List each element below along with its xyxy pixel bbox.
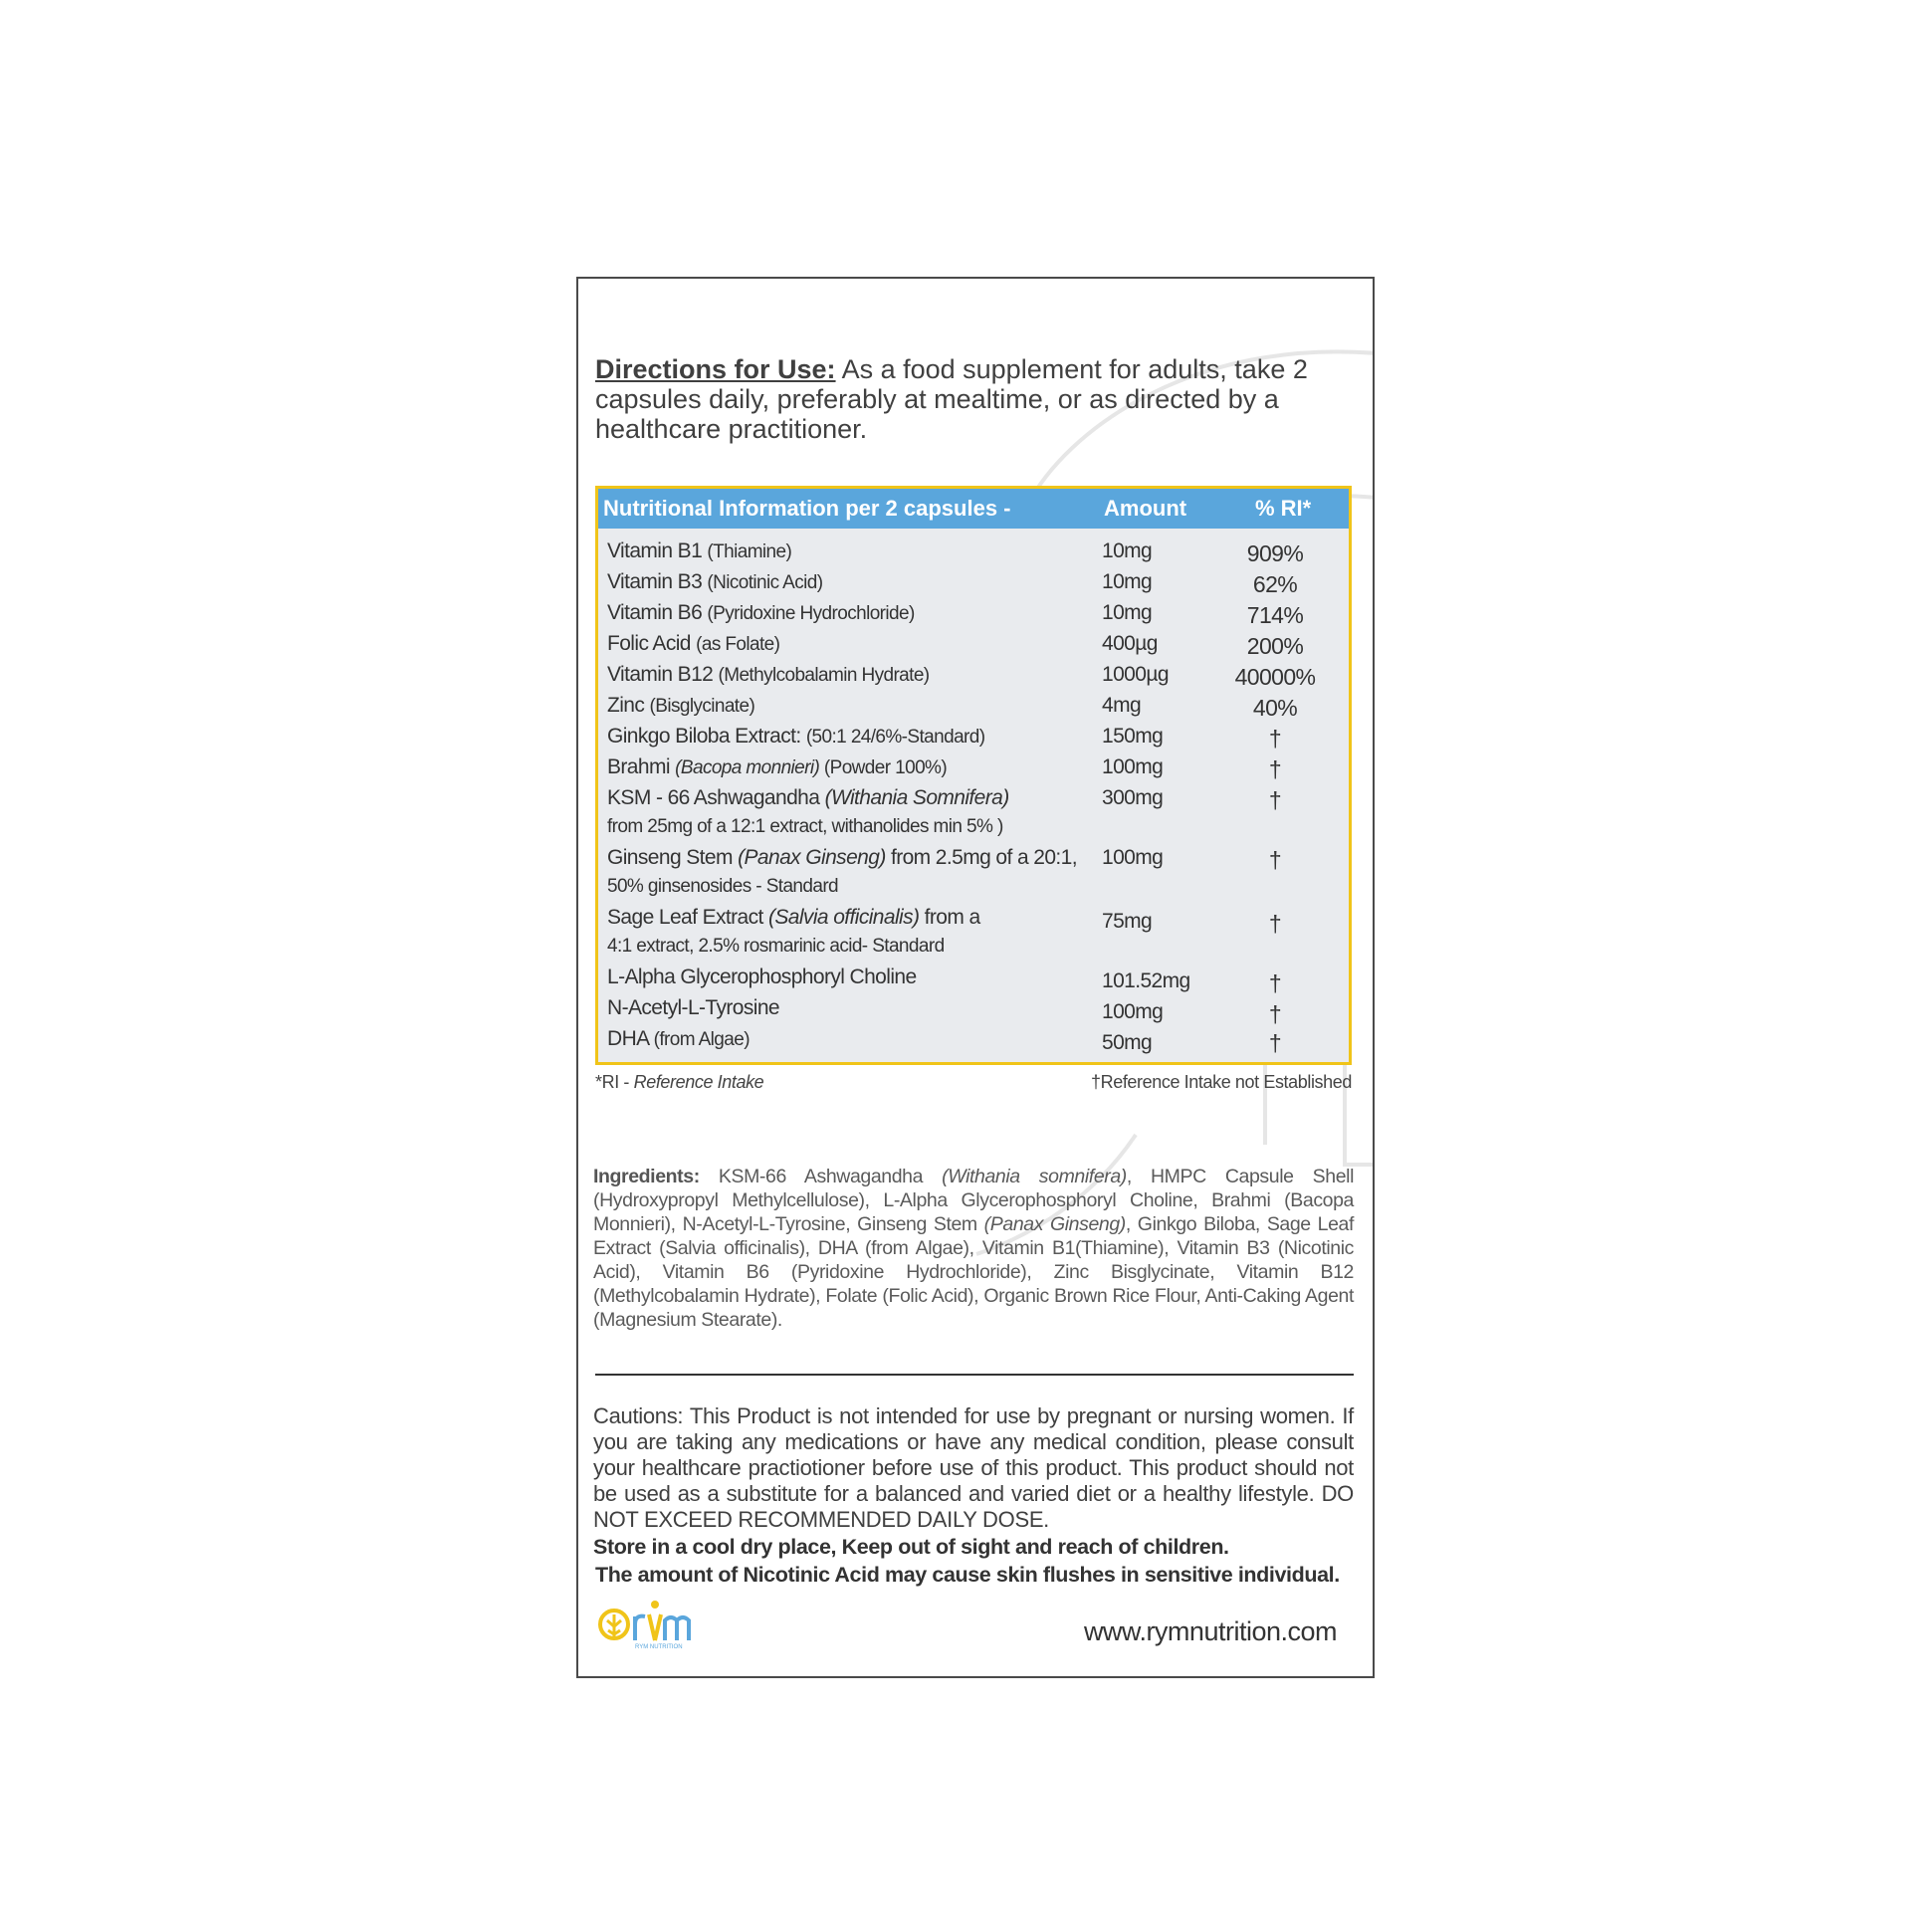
row-name: Ginkgo Biloba Extract:	[607, 725, 801, 748]
row-detail: (from Algae)	[653, 1029, 750, 1050]
ri-footnote	[595, 1072, 763, 1093]
website-url[interactable]: www.rymnutrition.com	[1083, 1616, 1337, 1646]
table-row	[598, 963, 1349, 996]
row-name: Zinc	[607, 694, 645, 717]
row-ri: 62%	[1252, 571, 1298, 597]
row-ri: †	[1268, 847, 1282, 873]
row-name: Ginseng Stem	[607, 846, 733, 869]
row-amount: 75mg	[1102, 910, 1153, 933]
section-divider	[595, 1374, 1354, 1376]
row-name: Vitamin B6	[607, 601, 703, 624]
row-ri: 40000%	[1234, 664, 1316, 690]
ingredients-paragraph	[593, 1165, 1354, 1332]
row-amount: 1000µg	[1102, 663, 1169, 686]
row-detail-line2: 4:1 extract, 2.5% rosmarinic acid- Standard	[607, 936, 945, 957]
row-amount: 101.52mg	[1102, 969, 1190, 992]
table-row	[598, 598, 1349, 629]
ri-footnote-text: Reference Intake	[633, 1072, 764, 1092]
directions-text: As a food supplement for adults, take 2 capsules daily, preferably at mealtime, or as directed by a healthcare practitioner.	[595, 354, 1308, 444]
row-name: Brahmi	[607, 755, 670, 778]
nutrition-table-header	[598, 489, 1349, 529]
row-name: L-Alpha Glycerophosphoryl Choline	[607, 966, 917, 988]
directions-title: Directions for Use:	[595, 354, 836, 384]
row-amount: 10mg	[1102, 539, 1153, 562]
table-row	[598, 1024, 1349, 1055]
row-latin-name: (Withania Somnifera)	[824, 786, 1009, 809]
table-row	[598, 537, 1349, 567]
row-ri: †	[1268, 970, 1282, 996]
row-ri: †	[1268, 911, 1282, 937]
row-detail: from 2.5mg of a 20:1,	[890, 846, 1077, 869]
ri-footnote-prefix: *RI -	[595, 1072, 634, 1092]
table-row	[598, 783, 1349, 843]
supplement-label	[576, 277, 1375, 1678]
row-detail: (as Folate)	[696, 634, 780, 655]
header-amount: Amount	[1104, 496, 1187, 521]
table-row	[598, 903, 1349, 963]
row-detail: (Nicotinic Acid)	[707, 572, 823, 593]
row-ri: †	[1268, 756, 1282, 782]
row-name: Folic Acid	[607, 632, 691, 655]
row-ri: †	[1268, 787, 1282, 813]
row-ri: 200%	[1246, 633, 1304, 659]
ingredients-italic-1: (Withania somnifera)	[942, 1166, 1127, 1187]
table-row	[598, 752, 1349, 783]
row-detail: (Pyridoxine Hydrochloride)	[707, 603, 915, 624]
ingredients-italic-2: (Panax Ginseng)	[983, 1213, 1126, 1235]
row-amount: 10mg	[1102, 570, 1153, 593]
row-detail: (Bisglycinate)	[649, 696, 755, 717]
ingredients-text-1: KSM-66 Ashwagandha	[699, 1166, 943, 1187]
table-row	[598, 843, 1349, 903]
table-row	[598, 567, 1349, 598]
row-latin-name: (Panax Ginseng)	[738, 846, 886, 869]
table-row	[598, 722, 1349, 752]
nicotinic-acid-warning: The amount of Nicotinic Acid may cause skin flushes in sensitive individual.	[595, 1563, 1340, 1587]
row-name: Vitamin B12	[607, 663, 714, 686]
table-row	[598, 691, 1349, 722]
row-amount: 400µg	[1102, 632, 1158, 655]
directions-for-use	[595, 354, 1362, 444]
ingredients-label: Ingredients:	[593, 1166, 700, 1187]
row-latin-name: (Bacopa monnieri)	[675, 757, 820, 778]
row-ri: †	[1268, 726, 1282, 751]
nutrition-table	[595, 486, 1352, 1065]
header-ri: % RI*	[1255, 496, 1312, 521]
row-name: Sage Leaf Extract	[607, 906, 763, 929]
row-amount: 150mg	[1102, 725, 1164, 748]
row-detail: (50:1 24/6%-Standard)	[805, 727, 985, 748]
storage-warning: Store in a cool dry place, Keep out of sight and reach of children.	[593, 1535, 1229, 1559]
dagger-footnote: †Reference Intake not Established	[1091, 1072, 1352, 1092]
table-row	[598, 660, 1349, 691]
header-name: Nutritional Information per 2 capsules -	[603, 496, 1011, 521]
row-amount: 4mg	[1102, 694, 1142, 717]
cautions-paragraph: Cautions: This Product is not intended for use by pregnant or nursing women. If you are taking any medications or have any medical condition, please consult your healthcare practiotioner before use of this product. This product should not be used as a substitute for a balanced and varied diet or a healthy lifestyle. DO NOT EXCEED RECOMMENDED DAILY DOSE.	[593, 1403, 1354, 1532]
row-name: Vitamin B1	[607, 539, 703, 562]
row-latin-name: (Salvia officinalis)	[767, 906, 920, 929]
row-name: Vitamin B3	[607, 570, 703, 593]
row-ri: †	[1268, 1030, 1282, 1056]
row-name: DHA	[607, 1027, 649, 1050]
row-ri: †	[1268, 1001, 1282, 1027]
row-name: KSM - 66 Ashwagandha	[607, 786, 820, 809]
table-row	[598, 993, 1349, 1027]
row-amount: 100mg	[1102, 755, 1164, 778]
row-amount: 10mg	[1102, 601, 1153, 624]
row-amount: 300mg	[1102, 786, 1164, 809]
logo-text: RYM NUTRITION	[635, 1644, 683, 1650]
row-detail-line2: 50% ginsenosides - Standard	[607, 876, 839, 897]
row-ri: 909%	[1246, 540, 1304, 566]
row-ri: 40%	[1252, 695, 1298, 721]
row-amount: 100mg	[1102, 1000, 1164, 1023]
row-detail: (Powder 100%)	[823, 757, 948, 778]
rym-nutrition-logo	[595, 1591, 695, 1650]
ingredients-text-2: , HMPC Capsule Shell (Hydroxypropyl Methylcellulose), L-Alpha Glycerophosphoryl Choline, Brahmi (Bacopa Monnieri), N-Acetyl-L-Tyrosine, Ginseng Stem	[593, 1166, 1355, 1235]
row-name: N-Acetyl-L-Tyrosine	[607, 996, 779, 1019]
row-detail: (Methylcobalamin Hydrate)	[718, 665, 930, 686]
row-ri: 714%	[1246, 602, 1304, 628]
row-detail: (Thiamine)	[707, 541, 792, 562]
ingredients-text-3: , Ginkgo Biloba, Sage Leaf Extract (Salvia officinalis), DHA (from Algae), Vitamin B1(Thiamine), Vitamin B3 (Nicotinic Acid), Vitamin B6 (Pyridoxine Hydrochloride), Zinc Bisglycinate, Vitamin B12 (Methylcobalamin Hydrate), Folate (Folic Acid), Organic Brown Rice Flour, Anti-Caking Agent (Magnesium Stearate).	[593, 1213, 1355, 1331]
row-detail: from a	[924, 906, 980, 929]
row-detail-line2: from 25mg of a 12:1 extract, withanolides min 5% )	[607, 816, 1003, 837]
table-row	[598, 629, 1349, 660]
row-amount: 100mg	[1102, 846, 1164, 869]
row-amount: 50mg	[1102, 1031, 1153, 1054]
